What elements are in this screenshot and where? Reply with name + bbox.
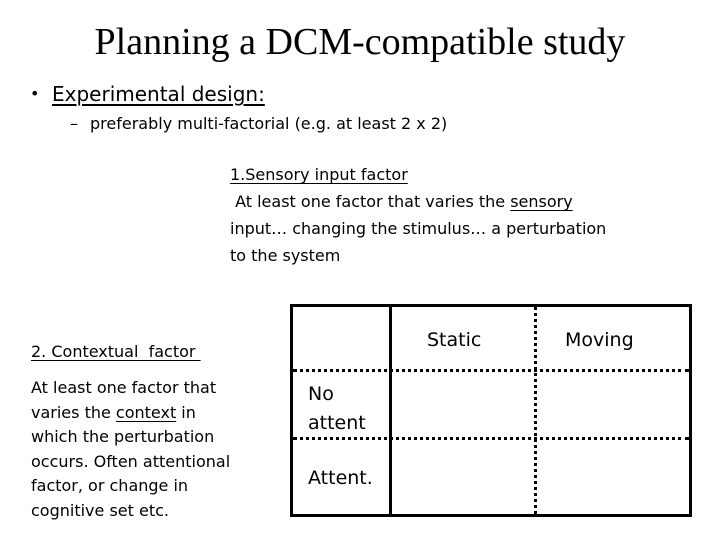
row-header-attent: Attent.: [308, 467, 373, 489]
col-header-moving: Moving: [565, 329, 634, 351]
contextual-line-3: which the perturbation: [31, 427, 215, 446]
sensory-factor-block: [230, 161, 606, 269]
sensory-emphasis: sensory: [510, 192, 573, 211]
contextual-line-5: factor, or change in: [31, 476, 189, 495]
sensory-factor-line-1: [230, 188, 606, 215]
table-divider-col-1: [389, 307, 392, 514]
row-header-no-attent-line-2: attent: [308, 412, 366, 434]
contextual-factor-heading: 2. Contextual factor: [31, 342, 201, 361]
dash-icon: –: [70, 114, 78, 133]
contextual-line-2: [31, 401, 230, 426]
contextual-line-4: occurs. Often attentional: [31, 451, 231, 471]
subbullet-text: preferably multi-factorial (e.g. at least 2 x 2): [90, 114, 448, 133]
row-header-no-attent-line-1: No: [308, 383, 334, 405]
sensory-factor-line-3: to the system: [230, 246, 341, 265]
row-header-no-attent: [308, 380, 366, 438]
sensory-factor-heading: 1.Sensory input factor: [230, 165, 408, 184]
contextual-factor-description: [31, 376, 230, 523]
subbullet: [70, 112, 447, 136]
sensory-factor-line-2: input… changing the stimulus… a perturbation: [230, 219, 607, 238]
bullet-experimental-design: [30, 80, 265, 108]
contextual-line-2-suffix: in: [176, 402, 196, 422]
slide-title: Planning a DCM-compatible study: [94, 21, 626, 63]
context-emphasis: context: [115, 402, 177, 422]
factorial-design-table: [290, 304, 692, 517]
bullet-label: Experimental design:: [52, 82, 265, 106]
contextual-line-2-prefix: varies the: [31, 402, 116, 422]
contextual-line-1: At least one factor that: [31, 378, 217, 397]
bullet-dot-icon: •: [30, 84, 40, 103]
table-divider-col-2: [534, 307, 537, 514]
table-divider-row-1: [293, 369, 689, 372]
sensory-factor-line-1-text: At least one factor that varies the: [230, 192, 511, 211]
contextual-line-6: cognitive set etc.: [31, 500, 169, 520]
col-header-static: Static: [427, 329, 482, 351]
